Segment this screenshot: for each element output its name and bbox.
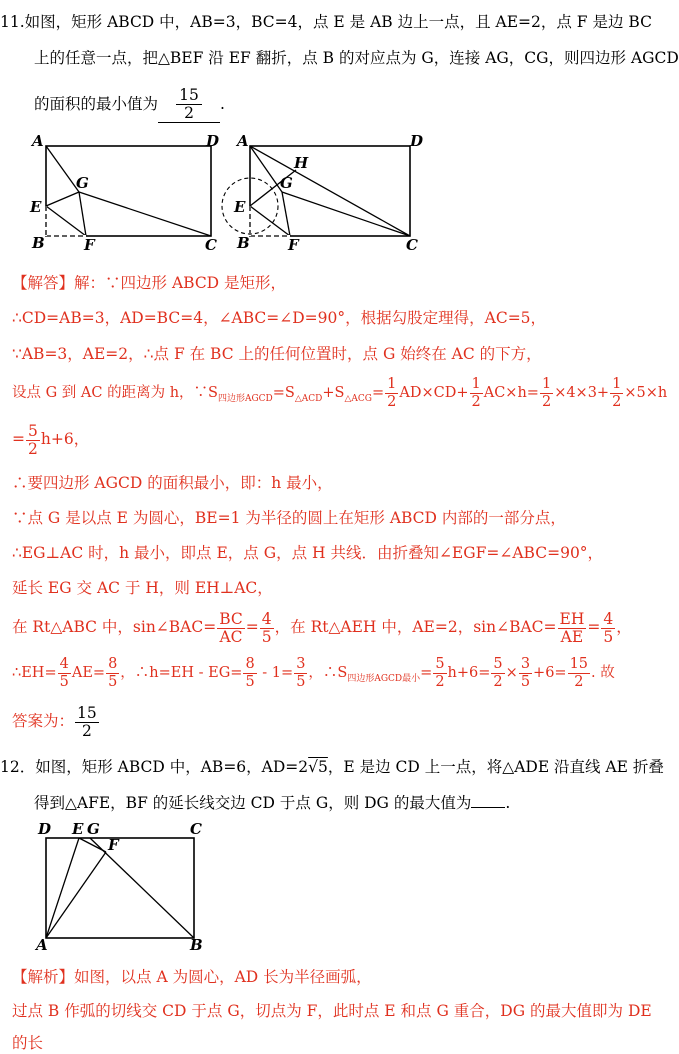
- sol12-line3: 的长: [12, 1034, 44, 1052]
- sol11-line2: ∴CD=AB=3，AD=BC=4，∠ABC=∠D=90°，根据勾股定理得，AC=5，: [12, 309, 547, 327]
- sol11-l11d: - 1=: [257, 665, 294, 681]
- fig3-label: E: [72, 820, 84, 838]
- q11-answer-num: 15: [176, 87, 202, 105]
- q12-l1a: 12．如图，矩形 ABCD 中，AB=6，AD=2: [0, 758, 309, 776]
- sol11-l4h: ×5×h: [624, 385, 668, 401]
- fraction: $\frac{5}{2}$: [435, 655, 445, 690]
- fraction: $\frac{EH}{AE}$: [559, 609, 585, 646]
- sol11-l5b: h+6，: [40, 430, 90, 448]
- fig2-label: C: [406, 236, 418, 254]
- sol11-line12: [0, 700, 640, 742]
- sol11-l11e: ，∴S: [308, 665, 348, 681]
- fig1-label: F: [84, 236, 95, 254]
- q11-figure-1: [24, 132, 234, 252]
- sol12-line1: [0, 966, 640, 988]
- sol11-l11b: AE=: [71, 665, 106, 681]
- sol11-l11sub: 四边形AGCD最小: [347, 673, 421, 684]
- q11-figure-2: [220, 132, 435, 252]
- sol11-line10: [0, 606, 640, 648]
- sol11-line9: 延长 EG 交 AC 于 H，则 EH⊥AC，: [12, 579, 273, 597]
- fraction: $\frac{5}{2}$: [28, 421, 38, 458]
- fig2-label: E: [234, 198, 246, 216]
- q12-line1: [0, 756, 664, 778]
- fig1-label: D: [206, 132, 220, 150]
- sol11-line6: ∴要四边形 AGCD 的面积最小，即：h 最小，: [12, 474, 333, 492]
- sol11-line8: ∴EG⊥AC 时，h 最小，即点 E，点 G，点 H 共线．由折叠知∠EGF=∠ABC=90°，: [12, 544, 604, 562]
- sol11-l4sub2: △ACD: [294, 393, 323, 404]
- q11-line2: 上的任意一点，把△BEF 沿 EF 翻折，点 B 的对应点为 G，连接 AG，CG，则四边形 AGCD: [34, 49, 679, 67]
- fraction: $\frac{15}{2}$: [569, 655, 589, 690]
- fig1-label: G: [76, 174, 89, 192]
- fig2-label: A: [237, 132, 249, 150]
- q11-line3: [0, 86, 640, 122]
- sol11-l4sub1: 四边形AGCD: [217, 393, 273, 404]
- fig1-label: E: [30, 198, 42, 216]
- sol11-line11: [0, 652, 640, 694]
- fig1-label: C: [205, 236, 217, 254]
- sol11-line1: [0, 272, 640, 294]
- sol11-l10d: =: [587, 618, 601, 636]
- q11-line3-text: 的面积的最小值为: [34, 95, 159, 113]
- sol11-l4f: AC×h=: [483, 385, 539, 401]
- fraction: $\frac{1}{2}$: [612, 375, 622, 410]
- fraction: $\frac{15}{2}$: [77, 703, 97, 740]
- sol11-l11f: =: [420, 665, 433, 681]
- sol11-l4d: =: [371, 385, 385, 401]
- sol11-line3: ∵AB=3，AE=2，∴点 F 在 BC 上的任何位置时，点 G 始终在 AC 的下方，: [12, 345, 542, 363]
- sol12-tag: 【解析】: [12, 968, 75, 986]
- fig3-label: G: [87, 820, 100, 838]
- sol11-l4sub3: △ACG: [344, 393, 372, 404]
- fig3-label: C: [190, 820, 202, 838]
- sol11-l4e: AD×CD+: [399, 385, 469, 401]
- q12-answer-blank: [471, 793, 505, 808]
- sol11-l11i: +6=: [533, 665, 567, 681]
- fraction: $\frac{4}{5}$: [603, 609, 614, 646]
- fraction: $\frac{4}{5}$: [59, 655, 69, 690]
- sol11-l4g: ×4×3+: [554, 385, 610, 401]
- fig2-label: F: [288, 236, 299, 254]
- fraction: $\frac{1}{2}$: [471, 375, 481, 410]
- q12-l2a: 得到△AFE，BF 的延长线交边 CD 于点 G，则 DG 的最大值为: [34, 794, 472, 812]
- sol11-l4b: =S: [272, 385, 295, 401]
- sol11-line7: ∵点 G 是以点 E 为圆心，BE=1 为半径的圆上在矩形 ABCD 内部的一部分点，: [12, 509, 566, 527]
- sol11-l4a: 设点 G 到 AC 的距离为 h，∵S: [12, 385, 218, 401]
- fraction: $\frac{8}{5}$: [108, 655, 118, 690]
- fraction: $\frac{5}{2}$: [493, 655, 503, 690]
- fraction: $\frac{3}{5}$: [296, 655, 306, 690]
- sol11-l10b: =: [245, 618, 259, 636]
- fig2-label: G: [280, 174, 293, 192]
- fraction: $\frac{3}{5}$: [520, 655, 531, 690]
- fig2-label: H: [294, 154, 309, 172]
- fig3-label: F: [108, 836, 119, 854]
- q12-l2b: .: [505, 794, 511, 812]
- sol11-l11a: ∴EH=: [12, 665, 57, 681]
- sol11-l11h: ×: [505, 665, 518, 681]
- fig3-label: A: [36, 936, 48, 954]
- fig2-label: D: [410, 132, 424, 150]
- sol11-text: 解：∵四边形 ABCD 是矩形，: [74, 274, 287, 292]
- q11-answer-den: 2: [184, 104, 194, 122]
- fraction: $\frac{1}{2}$: [387, 375, 397, 410]
- q11-line3-end: .: [220, 95, 225, 113]
- sol11-line4: [0, 372, 668, 414]
- fig1-label: A: [32, 132, 44, 150]
- sol11-line5: [0, 418, 640, 460]
- q11-answer-fraction: [158, 87, 220, 123]
- sol11-l11j: . 故: [591, 665, 615, 681]
- sol11-l4c: +S: [322, 385, 345, 401]
- fig3-label: D: [38, 820, 52, 838]
- sol12-text: 如图，以点 A 为圆心，AD 长为半径画弧，: [74, 968, 372, 986]
- fraction: $\frac{BC}{AC}$: [219, 609, 243, 646]
- q12-figure: [24, 818, 224, 952]
- sol11-l10e: ，: [616, 618, 632, 636]
- sol11-l5a: =: [12, 430, 25, 448]
- sol11-l11g: h+6=: [447, 665, 491, 681]
- fraction: $\frac{4}{5}$: [261, 609, 272, 646]
- q12-line2: [0, 792, 640, 814]
- fig3-label: B: [190, 936, 203, 954]
- q12-sqrt5: √5: [308, 758, 328, 776]
- fig1-label: B: [32, 234, 45, 252]
- q12-l1b: ，E 是边 CD 上一点，将△ADE 沿直线 AE 折叠: [327, 758, 664, 776]
- sol11-tag: 【解答】: [12, 274, 75, 292]
- fraction: $\frac{8}{5}$: [245, 655, 255, 690]
- sol12-line2: 过点 B 作弧的切线交 CD 于点 G，切点为 F，此时点 E 和点 G 重合，DG 的最大值即为 DE: [12, 1002, 652, 1020]
- fraction: $\frac{1}{2}$: [541, 375, 552, 410]
- sol11-l11c: ，∴h=EH - EG=: [120, 665, 243, 681]
- sol11-l10a: 在 Rt△ABC 中，sin∠BAC=: [12, 618, 217, 636]
- q11-line1: 11.如图，矩形 ABCD 中，AB=3，BC=4，点 E 是 AB 边上一点，且 AE=2，点 F 是边 BC: [0, 13, 652, 31]
- sol11-l12: 答案为：: [12, 712, 75, 730]
- fig2-label: B: [237, 234, 250, 252]
- sol11-l10c: ，在 Rt△AEH 中，AE=2，sin∠BAC=: [274, 618, 557, 636]
